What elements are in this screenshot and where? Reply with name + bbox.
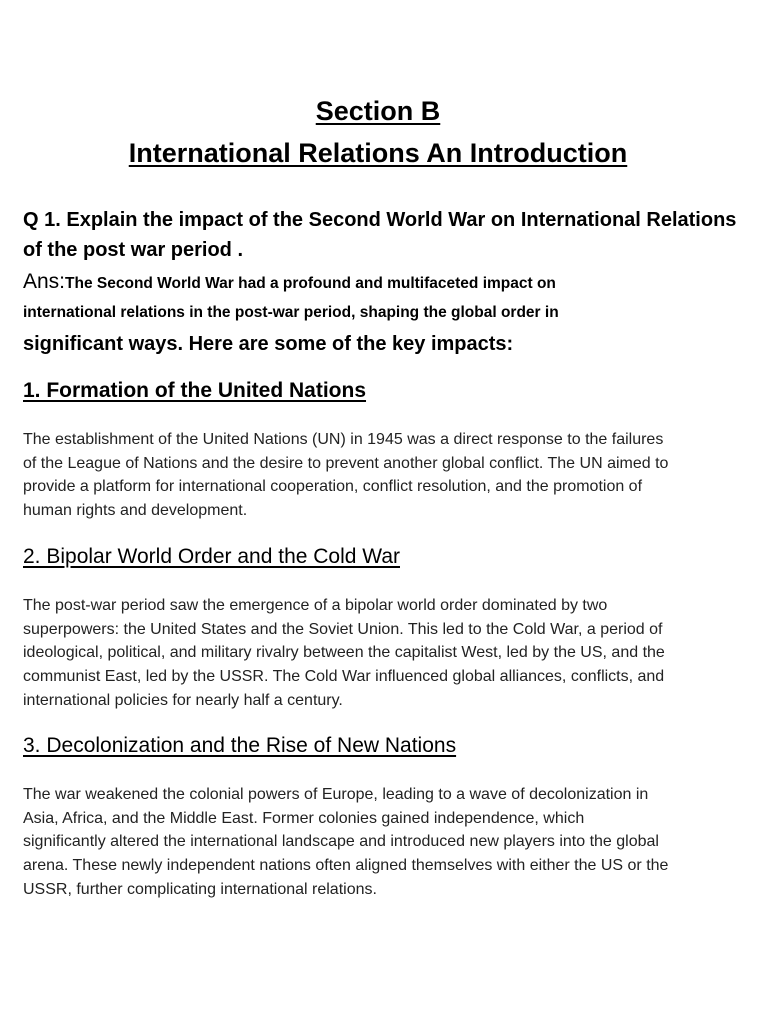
section-paragraph-cold-war — [23, 594, 743, 713]
paragraph-line: The war weakened the colonial powers of Europe, leading to a wave of decolonization in — [23, 786, 649, 803]
section-paragraph-un — [23, 428, 743, 523]
paragraph-line: The post-war period saw the emergence of a bipolar world order dominated by two — [23, 597, 608, 614]
paragraph-line: of the League of Nations and the desire to prevent another global conflict. The UN aimed to — [23, 454, 669, 472]
section-heading-un: 1. Formation of the United Nations — [23, 379, 367, 402]
paragraph-line: provide a platform for international cooperation, conflict resolution, and the promotion of — [23, 478, 643, 496]
answer-line: international relations in the post-war period, shaping the global order in — [23, 304, 559, 321]
document-title: International Relations An Introduction — [128, 138, 628, 168]
answer-text: The Second World War had a profound and multifaceted impact on — [65, 275, 556, 292]
section-heading-decolonization: 3. Decolonization and the Rise of New Nations — [23, 734, 457, 757]
section-heading-cold-war: 2. Bipolar World Order and the Cold War — [23, 545, 400, 568]
answer-line — [23, 268, 758, 298]
section-paragraph-decolonization — [23, 783, 743, 902]
paragraph-line: international policies for nearly half a century. — [23, 691, 343, 709]
paragraph-line: human rights and development. — [23, 502, 248, 520]
paragraph-line: communist East, led by the USSR. The Cold War influenced global alliances, conflicts, and — [23, 668, 665, 686]
answer-line: significant ways. Here are some of the key impacts: — [23, 333, 514, 355]
paragraph-line: superpowers: the United States and the Soviet Union. This led to the Cold War, a period of — [23, 620, 663, 638]
paragraph-line: USSR, further complicating international relations. — [23, 880, 377, 898]
paragraph-line: arena. These newly independent nations often aligned themselves with either the US or the — [23, 857, 669, 875]
paragraph-line: The establishment of the United Nations (UN) in 1945 was a direct response to the failures — [23, 431, 664, 448]
paragraph-line: significantly altered the international landscape and introduced new players into the global — [23, 833, 659, 851]
paragraph-line: Asia, Africa, and the Middle East. Former colonies gained independence, which — [23, 809, 585, 827]
section-title: Section B — [315, 96, 441, 126]
question-text: Q 1. Explain the impact of the Second World War on International Relations of the post war period . — [23, 209, 737, 261]
answer-prefix: Ans: — [23, 270, 66, 293]
paragraph-line: ideological, political, and military rivalry between the capitalist West, led by the US, and the — [23, 644, 665, 662]
